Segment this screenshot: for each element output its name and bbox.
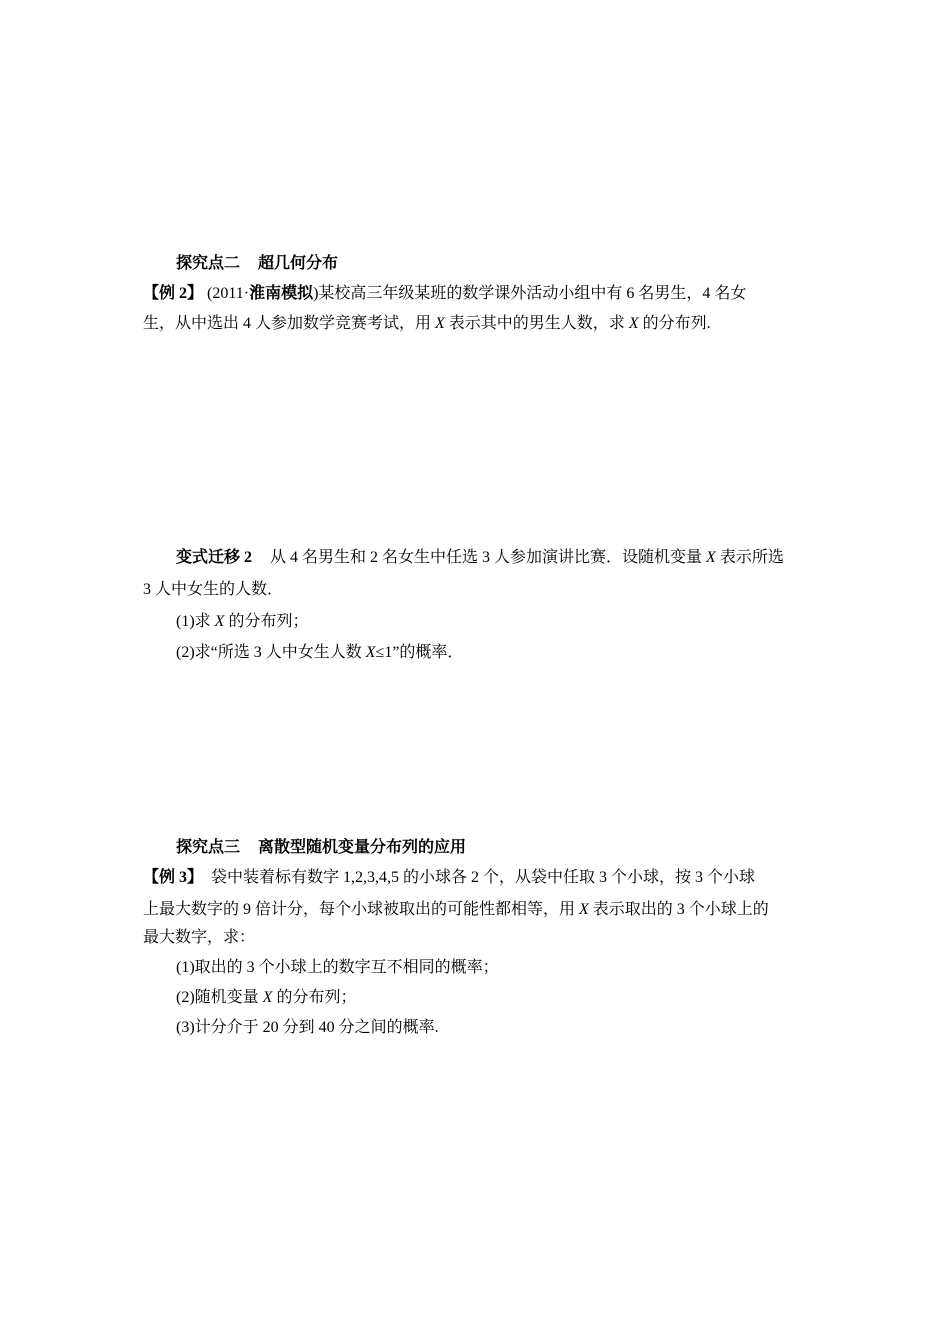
example3-question2 xyxy=(176,988,808,1008)
example2-source: 淮南模拟 xyxy=(249,285,314,302)
example3-tag: 【例 3】 xyxy=(143,869,204,886)
example3-q2-b: 的分布列； xyxy=(272,989,357,1006)
variant2-q2-a: (2)求“所选 3 人中女生人数 xyxy=(176,644,366,661)
section3-heading xyxy=(176,838,808,858)
example2-source-prefix: (2011· xyxy=(207,285,250,302)
example2-line2 xyxy=(143,314,808,334)
example3-line1 xyxy=(143,868,808,888)
variant2-line1-a: 从 4 名男生和 2 名女生中任选 3 人参加演讲比赛．设随机变量 xyxy=(270,549,707,566)
variable-x: X xyxy=(262,989,273,1006)
variant2-question1 xyxy=(176,612,808,632)
example3-line3: 最大数字，求： xyxy=(143,929,256,946)
variant2-tag: 变式迁移 2 xyxy=(176,549,253,566)
example2-tag: 【例 2】 xyxy=(143,285,204,302)
variant2-q1-b: 的分布列； xyxy=(224,613,309,630)
example3-q2-a: (2)随机变量 xyxy=(176,989,263,1006)
variant2-line1-b: 表示所选 xyxy=(715,549,784,566)
variant2-q2-b: ≤1”的概率． xyxy=(375,644,464,661)
example3-question1: (1)取出的 3 个小球上的数字互不相同的概率； xyxy=(176,959,499,976)
example3-line2-b: 表示取出的 3 个小球上的 xyxy=(588,901,769,918)
example2-line2-b: 表示其中的男生人数，求 xyxy=(444,315,629,332)
variable-x: X xyxy=(628,315,639,332)
variable-x: X xyxy=(435,315,445,332)
example3-line1-text: 袋中装着标有数字 1,2,3,4,5 的小球各 2 个，从袋中任取 3 个小球，按 3 个小球 xyxy=(211,869,756,886)
variable-x: X xyxy=(214,613,225,630)
example3-question3: (3)计分介于 20 分到 40 分之间的概率. xyxy=(176,1019,439,1036)
section3-subtitle: 离散型随机变量分布列的应用 xyxy=(258,839,467,856)
variant2-question2 xyxy=(176,643,808,663)
section3-title: 探究点三 xyxy=(176,839,241,856)
example2-line2-a: 生，从中选出 4 人参加数学竞赛考试，用 xyxy=(143,315,436,332)
section2-title: 探究点二 xyxy=(176,255,241,272)
example2-line1-text: )某校高三年级某班的数学课外活动小组中有 6 名男生，4 名女 xyxy=(313,285,747,302)
variant2-q1-a: (1)求 xyxy=(176,613,215,630)
example2-line2-c: 的分布列. xyxy=(638,315,711,332)
example2-line1 xyxy=(143,284,808,304)
variable-x: X xyxy=(365,644,376,661)
variant2-line2: 3 人中女生的人数． xyxy=(143,581,284,598)
example3-line2-a: 上最大数字的 9 倍计分，每个小球被取出的可能性都相等，用 xyxy=(143,901,580,918)
section2-heading xyxy=(176,254,808,274)
variable-x: X xyxy=(706,549,716,566)
variable-x: X xyxy=(579,901,589,918)
example3-line2 xyxy=(143,900,808,920)
variant2-line1 xyxy=(176,548,808,568)
section2-subtitle: 超几何分布 xyxy=(258,255,339,272)
